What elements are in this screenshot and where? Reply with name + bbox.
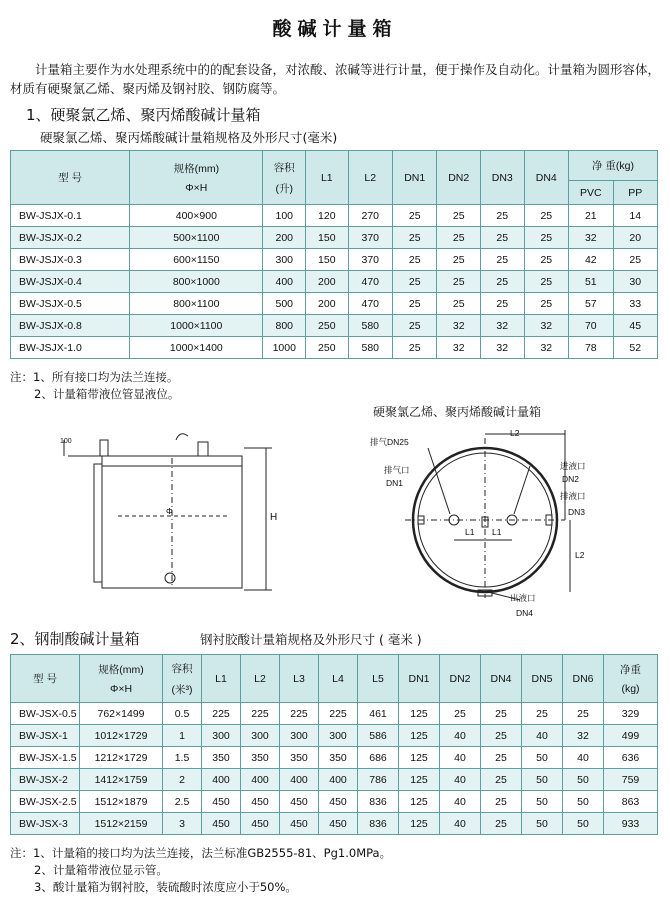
- plan-label-dn4: DN4: [516, 608, 534, 618]
- cell-l1: 120: [306, 205, 348, 227]
- cell-spec: 1212×1729: [80, 747, 163, 769]
- cell-volume: 2: [163, 769, 202, 791]
- cell-pp: 33: [613, 293, 657, 315]
- cell-pvc: 21: [569, 205, 614, 227]
- plan-label-dn1: DN1: [386, 478, 404, 488]
- t2-col-l3: L3: [280, 655, 319, 703]
- plan-leader-inlet: [514, 466, 530, 514]
- cell-dn4: 25: [481, 747, 522, 769]
- table-row: [11, 271, 658, 293]
- table-2: [10, 654, 658, 835]
- cell-spec: 800×1100: [130, 293, 263, 315]
- tank-plan-drawing: [400, 420, 600, 615]
- cell-dn4: 25: [481, 769, 522, 791]
- cell-spec: 1000×1400: [130, 337, 263, 359]
- cell-model: BW-JSJX-0.8: [11, 315, 130, 337]
- elevation-label-phi: Φ: [166, 506, 173, 516]
- cell-model: BW-JSJX-0.2: [11, 227, 130, 249]
- cell-dn4: 25: [524, 293, 569, 315]
- cell-dn6: 40: [563, 747, 604, 769]
- cell-dn4: 32: [524, 337, 569, 359]
- cell-l2: 450: [241, 813, 280, 835]
- cell-dn5: 50: [522, 747, 563, 769]
- cell-l1: 450: [202, 813, 241, 835]
- section1-note-1: 注：1、所有接口均为法兰连接。: [10, 370, 179, 384]
- cell-l2: 370: [348, 227, 392, 249]
- cell-l1: 450: [202, 791, 241, 813]
- plan-label-drain: 排液口: [560, 491, 586, 501]
- plan-label-l1-left: L1: [465, 527, 475, 537]
- cell-dn1: 25: [392, 205, 437, 227]
- cell-dn2: 40: [440, 769, 481, 791]
- cell-dn6: 25: [563, 703, 604, 725]
- cell-dn3: 25: [481, 249, 525, 271]
- cell-l4: 450: [319, 791, 358, 813]
- cell-l5: 461: [358, 703, 399, 725]
- cell-pp: 52: [613, 337, 657, 359]
- t2-col-volume: 容积 (米³): [163, 655, 202, 703]
- page-title: 酸碱计量箱: [272, 18, 398, 40]
- elevation-label-h: H: [270, 512, 278, 523]
- cell-l3: 400: [280, 769, 319, 791]
- cell-weight: 759: [604, 769, 658, 791]
- cell-model: BW-JSX-0.5: [11, 703, 80, 725]
- section2-subheading: 钢衬胶酸计量箱规格及外形尺寸 ( 毫米 ): [200, 632, 422, 647]
- cell-dn2: 40: [440, 791, 481, 813]
- cell-pvc: 51: [569, 271, 614, 293]
- cell-spec: 800×1000: [130, 271, 263, 293]
- cell-model: BW-JSX-2: [11, 769, 80, 791]
- cell-dn3: 25: [481, 227, 525, 249]
- cell-dn5: 40: [522, 725, 563, 747]
- section2-note-3: 3、酸计量箱为钢衬胶，装硫酸时浓度应小于50%。: [34, 880, 297, 894]
- cell-volume: 200: [263, 227, 306, 249]
- cell-volume: 1000: [263, 337, 306, 359]
- table-row: [11, 337, 658, 359]
- table-row: [11, 769, 658, 791]
- cell-l2: 370: [348, 249, 392, 271]
- cell-dn1: 25: [392, 271, 437, 293]
- t2-col-weight: 净重 (kg): [604, 655, 658, 703]
- cell-model: BW-JSX-1.5: [11, 747, 80, 769]
- table-row: [11, 791, 658, 813]
- cell-dn3: 25: [481, 293, 525, 315]
- cell-volume: 0.5: [163, 703, 202, 725]
- cell-dn2: 25: [437, 293, 481, 315]
- cell-l2: 350: [241, 747, 280, 769]
- cell-l2: 580: [348, 315, 392, 337]
- cell-l5: 836: [358, 791, 399, 813]
- table-row: [11, 227, 658, 249]
- cell-dn4: 25: [481, 725, 522, 747]
- col-dn3: DN3: [481, 151, 525, 205]
- cell-l5: 786: [358, 769, 399, 791]
- plan-label-vent-dn25: 排气DN25: [370, 437, 409, 447]
- cell-l5: 836: [358, 813, 399, 835]
- cell-l4: 400: [319, 769, 358, 791]
- cell-dn2: 40: [440, 813, 481, 835]
- t2-col-dn5: DN5: [522, 655, 563, 703]
- cell-dn3: 32: [481, 315, 525, 337]
- section1-note-2: 2、计量箱带液位管显液位。: [34, 387, 180, 401]
- cell-l2: 300: [241, 725, 280, 747]
- cell-dn1: 125: [399, 813, 440, 835]
- cell-l4: 300: [319, 725, 358, 747]
- cell-l4: 450: [319, 813, 358, 835]
- cell-pp: 25: [613, 249, 657, 271]
- t2-col-dn1: DN1: [399, 655, 440, 703]
- cell-dn4: 25: [524, 205, 569, 227]
- cell-l2: 470: [348, 271, 392, 293]
- cell-dn4: 25: [481, 813, 522, 835]
- elevation-nozzle-pipe: [176, 434, 188, 440]
- cell-volume: 3: [163, 813, 202, 835]
- cell-dn6: 50: [563, 791, 604, 813]
- cell-l5: 586: [358, 725, 399, 747]
- cell-model: BW-JSJX-0.1: [11, 205, 130, 227]
- cell-dn2: 32: [437, 315, 481, 337]
- col-model: 型 号: [11, 151, 130, 205]
- intro-paragraph: 计量箱主要作为水处理系统中的的配套设备，对浓酸、浓碱等进行计量，便于操作及自动化。计量箱为圆形容体，材质有硬聚氯乙烯、聚丙烯及钢衬胶、钢防腐等。: [10, 62, 661, 96]
- cell-l2: 450: [241, 791, 280, 813]
- table-row: [11, 315, 658, 337]
- cell-l4: 350: [319, 747, 358, 769]
- cell-spec: 1512×2159: [80, 813, 163, 835]
- cell-model: BW-JSJX-1.0: [11, 337, 130, 359]
- cell-l1: 200: [306, 293, 348, 315]
- cell-dn3: 32: [481, 337, 525, 359]
- cell-dn2: 25: [437, 249, 481, 271]
- t2-col-l1: L1: [202, 655, 241, 703]
- cell-l4: 225: [319, 703, 358, 725]
- cell-pp: 20: [613, 227, 657, 249]
- plan-label-l2-side: L2: [575, 550, 585, 560]
- section2-heading: 2、钢制酸碱计量箱: [10, 630, 140, 648]
- cell-dn1: 25: [392, 249, 437, 271]
- cell-l1: 350: [202, 747, 241, 769]
- cell-pp: 14: [613, 205, 657, 227]
- cell-l1: 250: [306, 337, 348, 359]
- cell-l3: 300: [280, 725, 319, 747]
- cell-dn4: 25: [481, 791, 522, 813]
- table-row: [11, 249, 658, 271]
- cell-volume: 1: [163, 725, 202, 747]
- cell-volume: 100: [263, 205, 306, 227]
- cell-model: BW-JSJX-0.4: [11, 271, 130, 293]
- section2-note-1: 注：1、计量箱的接口均为法兰连接，法兰标准GB2555-81、Pg1.0MPa。: [10, 846, 392, 860]
- cell-pvc: 32: [569, 227, 614, 249]
- cell-pvc: 70: [569, 315, 614, 337]
- cell-dn1: 25: [392, 337, 437, 359]
- cell-dn2: 25: [440, 703, 481, 725]
- cell-dn4: 25: [481, 703, 522, 725]
- table-row: [11, 205, 658, 227]
- cell-l3: 450: [280, 813, 319, 835]
- elevation-nozzle-right: [198, 442, 208, 456]
- cell-l3: 225: [280, 703, 319, 725]
- col-dn4: DN4: [524, 151, 569, 205]
- cell-dn4: 25: [524, 227, 569, 249]
- cell-l2: 270: [348, 205, 392, 227]
- cell-dn1: 125: [399, 769, 440, 791]
- cell-l3: 350: [280, 747, 319, 769]
- cell-l2: 400: [241, 769, 280, 791]
- cell-spec: 1000×1100: [130, 315, 263, 337]
- plan-label-l1-right: L1: [492, 527, 502, 537]
- cell-model: BW-JSJX-0.3: [11, 249, 130, 271]
- cell-dn3: 25: [481, 271, 525, 293]
- cell-dn1: 25: [392, 293, 437, 315]
- cell-spec: 400×900: [130, 205, 263, 227]
- cell-dn1: 125: [399, 747, 440, 769]
- cell-weight: 499: [604, 725, 658, 747]
- t2-col-dn2: DN2: [440, 655, 481, 703]
- col-pvc: PVC: [569, 181, 614, 205]
- cell-model: BW-JSX-1: [11, 725, 80, 747]
- cell-volume: 800: [263, 315, 306, 337]
- elevation-nozzle-left: [100, 440, 108, 456]
- cell-dn6: 50: [563, 769, 604, 791]
- cell-dn5: 25: [522, 703, 563, 725]
- cell-dn2: 25: [437, 205, 481, 227]
- cell-dn5: 50: [522, 791, 563, 813]
- plan-label-outlet: 出液口: [510, 593, 536, 603]
- t2-col-dn4: DN4: [481, 655, 522, 703]
- table-row: [11, 703, 658, 725]
- cell-l2: 580: [348, 337, 392, 359]
- cell-l2: 225: [241, 703, 280, 725]
- cell-dn1: 25: [392, 315, 437, 337]
- cell-l1: 150: [306, 249, 348, 271]
- cell-dn2: 25: [437, 271, 481, 293]
- cell-weight: 863: [604, 791, 658, 813]
- cell-volume: 2.5: [163, 791, 202, 813]
- cell-l1: 300: [202, 725, 241, 747]
- cell-dn4: 32: [524, 315, 569, 337]
- cell-spec: 762×1499: [80, 703, 163, 725]
- cell-dn6: 32: [563, 725, 604, 747]
- t2-col-l4: L4: [319, 655, 358, 703]
- diagram-caption: 硬聚氯乙烯、聚丙烯酸碱计量箱: [373, 405, 542, 419]
- plan-label-dn3: DN3: [568, 507, 586, 517]
- cell-pvc: 57: [569, 293, 614, 315]
- t2-col-model: 型 号: [11, 655, 80, 703]
- cell-spec: 500×1100: [130, 227, 263, 249]
- cell-l1: 150: [306, 227, 348, 249]
- col-pp: PP: [613, 181, 657, 205]
- col-dn2: DN2: [437, 151, 481, 205]
- table-row: [11, 293, 658, 315]
- cell-pvc: 78: [569, 337, 614, 359]
- cell-dn2: 40: [440, 747, 481, 769]
- cell-dn5: 50: [522, 769, 563, 791]
- col-spec: 规格(mm) Φ×H: [130, 151, 263, 205]
- cell-l1: 200: [306, 271, 348, 293]
- cell-pvc: 42: [569, 249, 614, 271]
- col-l2: L2: [348, 151, 392, 205]
- cell-volume: 500: [263, 293, 306, 315]
- cell-dn1: 125: [399, 791, 440, 813]
- elevation-level-tube: [94, 464, 102, 582]
- plan-label-vent: 排气口: [384, 465, 410, 475]
- cell-spec: 1012×1729: [80, 725, 163, 747]
- cell-dn2: 32: [437, 337, 481, 359]
- cell-l2: 470: [348, 293, 392, 315]
- cell-spec: 1412×1759: [80, 769, 163, 791]
- cell-model: BW-JSX-3: [11, 813, 80, 835]
- cell-dn1: 125: [399, 725, 440, 747]
- plan-label-l2-top: L2: [510, 428, 520, 438]
- cell-dn2: 25: [437, 227, 481, 249]
- col-l1: L1: [306, 151, 348, 205]
- table-row: [11, 725, 658, 747]
- t2-col-spec: 规格(mm) Φ×H: [80, 655, 163, 703]
- cell-dn4: 25: [524, 271, 569, 293]
- section1-subheading: 硬聚氯乙烯、聚丙烯酸碱计量箱规格及外形尺寸(毫米): [40, 130, 338, 145]
- t2-col-l2: L2: [241, 655, 280, 703]
- table-row: [11, 813, 658, 835]
- cell-volume: 1.5: [163, 747, 202, 769]
- section2-note-2: 2、计量箱带液位显示管。: [34, 863, 168, 877]
- elevation-label-100: 100: [60, 438, 72, 445]
- cell-l1: 225: [202, 703, 241, 725]
- col-weight: 净 重(kg): [569, 151, 658, 181]
- table-1: [10, 150, 658, 359]
- col-volume: 容积 (升): [263, 151, 306, 205]
- cell-dn3: 25: [481, 205, 525, 227]
- cell-l1: 400: [202, 769, 241, 791]
- plan-label-inlet: 进液口: [560, 461, 586, 471]
- elevation-outlet-nozzle: [165, 573, 175, 583]
- cell-pp: 45: [613, 315, 657, 337]
- cell-dn1: 125: [399, 703, 440, 725]
- t2-col-l5: L5: [358, 655, 399, 703]
- cell-dn2: 40: [440, 725, 481, 747]
- cell-dn5: 50: [522, 813, 563, 835]
- t2-col-dn6: DN6: [563, 655, 604, 703]
- cell-volume: 400: [263, 271, 306, 293]
- cell-model: BW-JSX-2.5: [11, 791, 80, 813]
- cell-model: BW-JSJX-0.5: [11, 293, 130, 315]
- cell-dn1: 25: [392, 227, 437, 249]
- table-row: [11, 747, 658, 769]
- cell-weight: 329: [604, 703, 658, 725]
- plan-label-dn2: DN2: [562, 474, 580, 484]
- cell-spec: 600×1150: [130, 249, 263, 271]
- cell-dn4: 25: [524, 249, 569, 271]
- cell-weight: 636: [604, 747, 658, 769]
- cell-spec: 1512×1879: [80, 791, 163, 813]
- cell-dn6: 50: [563, 813, 604, 835]
- cell-volume: 300: [263, 249, 306, 271]
- cell-pp: 30: [613, 271, 657, 293]
- col-dn1: DN1: [392, 151, 437, 205]
- cell-l1: 250: [306, 315, 348, 337]
- cell-l5: 686: [358, 747, 399, 769]
- cell-l3: 450: [280, 791, 319, 813]
- section1-heading: 1、硬聚氯乙烯、聚丙烯酸碱计量箱: [26, 106, 261, 124]
- cell-weight: 933: [604, 813, 658, 835]
